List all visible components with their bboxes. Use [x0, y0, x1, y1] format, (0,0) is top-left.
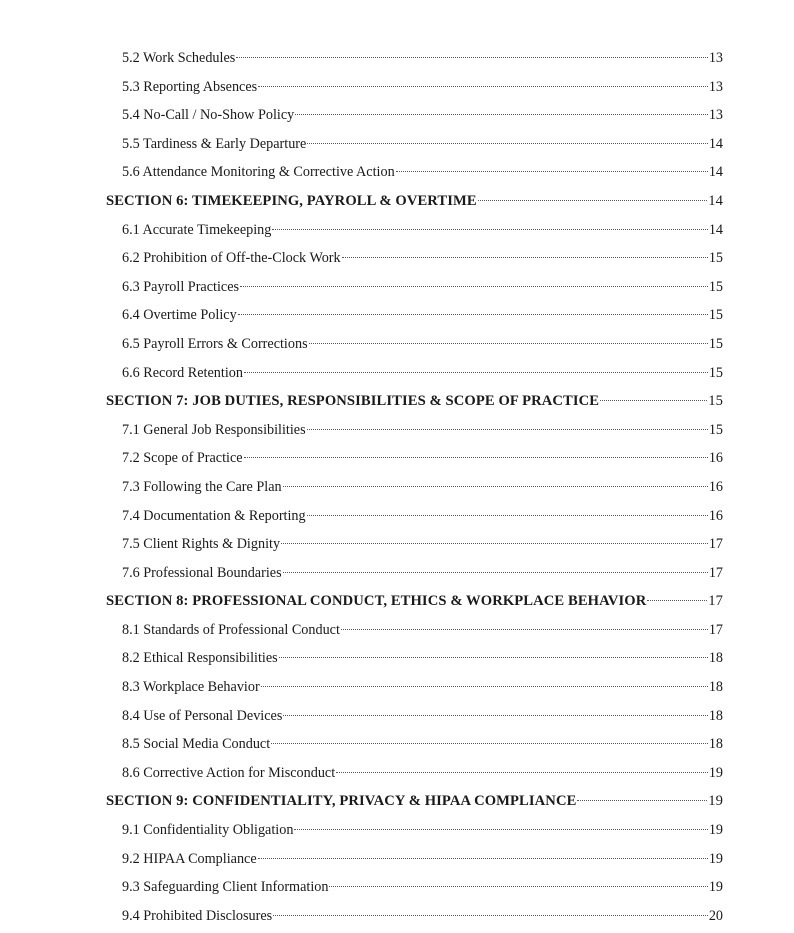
toc-section-heading[interactable]: [106, 387, 723, 416]
toc-entry[interactable]: [106, 216, 723, 245]
toc-entry-title: 8.5 Social Media Conduct: [122, 736, 271, 753]
toc-page-number: 18: [708, 736, 723, 753]
toc-entry[interactable]: [106, 702, 723, 731]
toc-entry-title: 6.1 Accurate Timekeeping: [122, 221, 272, 238]
toc-entry[interactable]: [106, 644, 723, 673]
toc-page-number: 15: [708, 335, 723, 352]
toc-page-number: 15: [708, 421, 723, 438]
dot-leader: [279, 656, 708, 658]
toc-entry-title: 6.3 Payroll Practices: [122, 278, 240, 295]
dot-leader: [281, 542, 708, 544]
toc-page-number: 20: [708, 907, 723, 924]
toc-entry-title: SECTION 9: CONFIDENTIALITY, PRIVACY & HIPAA COMPLIANCE: [106, 793, 577, 810]
toc-entry[interactable]: [106, 902, 723, 931]
dot-leader: [258, 85, 708, 87]
dot-leader: [478, 199, 707, 201]
toc-entry-title: 8.6 Corrective Action for Misconduct: [122, 764, 336, 781]
toc-entry[interactable]: [106, 158, 723, 187]
toc-page-number: 14: [708, 164, 723, 181]
toc-section-heading[interactable]: [106, 587, 723, 616]
toc-page-number: 13: [708, 107, 723, 124]
toc-page-number: 17: [708, 621, 723, 638]
dot-leader: [238, 313, 708, 315]
toc-page-number: 15: [708, 250, 723, 267]
toc-entry[interactable]: [106, 473, 723, 502]
toc-page-number: 18: [708, 707, 723, 724]
dot-leader: [307, 142, 708, 144]
dot-leader: [283, 714, 707, 716]
dot-leader: [283, 571, 708, 573]
dot-leader: [336, 771, 708, 773]
dot-leader: [342, 256, 708, 258]
dot-leader: [307, 428, 708, 430]
toc-entry[interactable]: [106, 502, 723, 531]
table-of-contents: [106, 44, 723, 930]
toc-entry-title: SECTION 7: JOB DUTIES, RESPONSIBILITIES & SCOPE OF PRACTICE: [106, 393, 600, 410]
toc-page-number: 19: [708, 822, 723, 839]
toc-entry[interactable]: [106, 301, 723, 330]
toc-entry[interactable]: [106, 730, 723, 759]
toc-entry-title: 8.3 Workplace Behavior: [122, 679, 260, 696]
toc-entry-title: 5.2 Work Schedules: [122, 50, 236, 66]
toc-page-number: 19: [708, 764, 723, 781]
toc-entry[interactable]: [106, 416, 723, 445]
dot-leader: [307, 514, 708, 516]
dot-leader: [236, 56, 708, 58]
toc-entry-title: 9.2 HIPAA Compliance: [122, 850, 257, 867]
toc-page-number: 13: [708, 50, 723, 66]
toc-page-number: 14: [708, 192, 723, 209]
toc-entry-title: 5.6 Attendance Monitoring & Corrective Action: [122, 164, 395, 181]
toc-entry-title: 5.4 No-Call / No-Show Policy: [122, 107, 295, 124]
toc-page-number: 17: [708, 564, 723, 581]
dot-leader: [244, 456, 708, 458]
dot-leader: [577, 799, 707, 801]
toc-page-number: 17: [708, 593, 723, 610]
toc-entry-title: 7.1 General Job Responsibilities: [122, 421, 306, 438]
toc-page-number: 16: [708, 507, 723, 524]
toc-entry-title: 5.3 Reporting Absences: [122, 78, 258, 95]
toc-page-number: 18: [708, 650, 723, 667]
toc-entry[interactable]: [106, 530, 723, 559]
toc-entry[interactable]: [106, 101, 723, 130]
toc-page-number: 18: [708, 679, 723, 696]
toc-entry-title: 8.1 Standards of Professional Conduct: [122, 621, 340, 638]
toc-entry-title: 7.4 Documentation & Reporting: [122, 507, 306, 524]
toc-page-number: 16: [708, 478, 723, 495]
toc-page-number: 13: [708, 78, 723, 95]
toc-entry[interactable]: [106, 73, 723, 102]
toc-entry-title: 7.2 Scope of Practice: [122, 450, 243, 467]
toc-entry[interactable]: [106, 559, 723, 588]
toc-entry[interactable]: [106, 244, 723, 273]
toc-page-number: 14: [708, 135, 723, 152]
toc-entry-title: 6.5 Payroll Errors & Corrections: [122, 335, 308, 352]
dot-leader: [261, 685, 708, 687]
toc-entry-title: 6.4 Overtime Policy: [122, 307, 237, 324]
dot-leader: [258, 857, 708, 859]
dot-leader: [294, 828, 707, 830]
toc-page-number: 15: [708, 278, 723, 295]
dot-leader: [600, 399, 707, 401]
toc-entry-title: 7.5 Client Rights & Dignity: [122, 536, 281, 553]
toc-entry[interactable]: [106, 616, 723, 645]
dot-leader: [273, 914, 708, 916]
dot-leader: [271, 742, 708, 744]
dot-leader: [341, 628, 708, 630]
toc-page-number: 15: [708, 307, 723, 324]
toc-entry[interactable]: [106, 330, 723, 359]
toc-entry-title: 8.4 Use of Personal Devices: [122, 707, 283, 724]
toc-page-number: 19: [708, 850, 723, 867]
toc-entry-title: 7.3 Following the Care Plan: [122, 478, 282, 495]
toc-entry-title: 9.4 Prohibited Disclosures: [122, 907, 273, 924]
toc-entry[interactable]: [106, 816, 723, 845]
dot-leader: [244, 371, 708, 373]
toc-entry-title: 6.2 Prohibition of Off-the-Clock Work: [122, 250, 341, 267]
toc-page-number: 14: [708, 221, 723, 238]
dot-leader: [240, 285, 708, 287]
toc-entry[interactable]: [106, 273, 723, 302]
dot-leader: [329, 885, 707, 887]
toc-entry[interactable]: [106, 759, 723, 788]
dot-leader: [647, 599, 707, 601]
toc-entry-title: 5.5 Tardiness & Early Departure: [122, 135, 307, 152]
toc-page-number: 19: [708, 879, 723, 896]
toc-entry-title: 7.6 Professional Boundaries: [122, 564, 282, 581]
dot-leader: [295, 113, 708, 115]
toc-entry[interactable]: [106, 845, 723, 874]
toc-section-heading[interactable]: [106, 187, 723, 216]
toc-entry[interactable]: [106, 359, 723, 388]
toc-entry[interactable]: [106, 873, 723, 902]
toc-page-number: 15: [708, 364, 723, 381]
toc-entry[interactable]: [106, 673, 723, 702]
toc-entry-title: 6.6 Record Retention: [122, 364, 243, 381]
toc-entry-title: 9.1 Confidentiality Obligation: [122, 822, 294, 839]
dot-leader: [309, 342, 708, 344]
toc-entry[interactable]: [106, 444, 723, 473]
dot-leader: [272, 228, 707, 230]
toc-page-number: 19: [708, 793, 723, 810]
toc-entry[interactable]: [106, 130, 723, 159]
toc-entry-title: 9.3 Safeguarding Client Information: [122, 879, 329, 896]
toc-page-number: 15: [708, 393, 723, 410]
toc-section-heading[interactable]: [106, 787, 723, 816]
dot-leader: [283, 485, 708, 487]
toc-page-number: 16: [708, 450, 723, 467]
toc-entry-title: SECTION 6: TIMEKEEPING, PAYROLL & OVERTIME: [106, 192, 477, 209]
toc-page-number: 17: [708, 536, 723, 553]
toc-entry[interactable]: [106, 44, 723, 73]
toc-entry-title: 8.2 Ethical Responsibilities: [122, 650, 278, 667]
toc-entry-title: SECTION 8: PROFESSIONAL CONDUCT, ETHICS & WORKPLACE BEHAVIOR: [106, 593, 647, 610]
dot-leader: [396, 170, 708, 172]
